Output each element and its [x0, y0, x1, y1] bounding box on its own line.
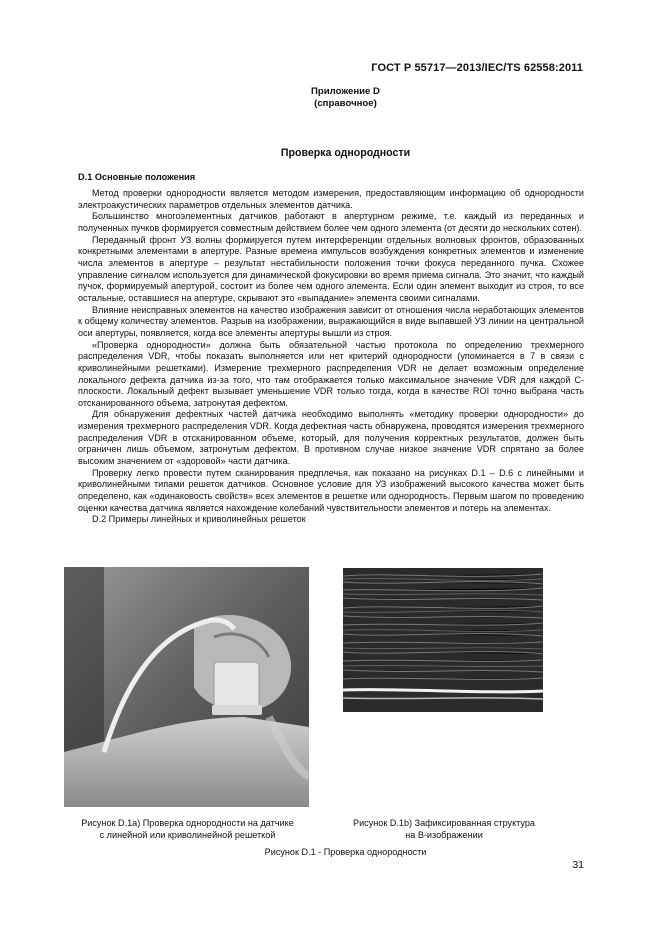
paragraph: «Проверка однородности» должна быть обязательной частью протокола по определению трехмерного распределения VDR, чтобы показать выполняется или нет критерий однородности (упоминается в 7 в связи с криволинейными решетками). Измерение трехмерного распределения VDR не делает возможным определение локального дефекта датчика из-за того, что там отображается только максимальное значение VDR для каждой C-плоскости. Локальный дефект вызывает уменьшение VDR только тогда, когда в качестве ROI точно выбрана часть отсканированного объема, затронутая дефектом. — [78, 339, 584, 408]
body-text — [78, 188, 584, 526]
section-heading: D.1 Основные положения — [78, 172, 196, 182]
subsection-heading: D.2 Примеры линейных и криволинейных решеток — [92, 514, 306, 525]
paragraph: Влияние неисправных элементов на качество изображения зависит от отношения числа неработающих элементов к общему количеству элементов. Разрыв на изображении, выражающийся в виде выпавшей УЗ линии на центральной оси апертуры, появляется, когда все элементы апертуры вышли из строя. — [78, 304, 584, 338]
b-mode-illustration — [343, 568, 543, 712]
page-number: 31 — [572, 859, 584, 871]
paragraph: Для обнаружения дефектных частей датчика необходимо выполнять «методику проверки однородности» до измерения трехмерного распределения VDR. Когда дефектная часть обнаружена, проводятся измерения трехмерного распределения VDR в отсканированном объеме, который, для получения корректных результатов, должен быть ограничен лишь объемом, затронутым дефектом. В противном случае низкое значение VDR спрятано за более высоким значением от «здоровой» части датчика. — [78, 409, 584, 467]
paragraph: Переданный фронт УЗ волны формируется путем интерференции отдельных волновых фронтов, образованных конкретными элементами в апертуре. Разные времена импульсов возбуждения конкретных элементов и изменение числа элементов в апертуре – результат нестабильности положения точки фокуса переданного пучка. Схожее управление сигналом используется для динамической фокусировки во время приема сигнала. Это значит, что каждый пучок, формируемый апертурой, состоит из более чем одного элемента. Если один элемент выходит из строя, то все остальные, оставшиеся на апертуре, скрывают это «выпадание» элемента своими сигналами. — [78, 234, 584, 303]
figure-caption-left — [60, 817, 315, 841]
figure-caption-main: Рисунок D.1 - Проверка однородности — [264, 847, 427, 857]
page-title: Проверка однородности — [280, 147, 411, 159]
paragraph: Проверку легко провести путем сканирования предплечья, как показано на рисунках D.1 – D.6 с линейными и криволинейными типами решеток датчиков. Основное условие для УЗ изображений высокого качества может быть определено, как «одинаковость свойств» всех элементов в решетке или однородность. Первым шагом по проведению оценки качества датчика является нахождение колебаний чувствительности элементов и потерь на элементах. — [78, 467, 584, 513]
figure-caption-left-line2: с линейной или криволинейной решеткой — [99, 830, 276, 840]
b-mode-image — [343, 568, 543, 712]
figure-caption-right — [330, 817, 558, 841]
page-header-standard: ГОСТ Р 55717—2013/IEC/TS 62558:2011 — [371, 62, 583, 74]
annex-heading — [0, 86, 661, 110]
figure-caption-left-line1: Рисунок D.1a) Проверка однородности на датчике — [81, 818, 294, 828]
annex-type: (справочное) — [314, 98, 377, 109]
paragraph: Большинство многоэлементных датчиков работают в апертурном режиме, т.е. каждый из переданных и полученных пучков формируется совместным действием более чем одного элемента (от десяти до нескольких сотен). — [78, 211, 584, 233]
probe-scan-illustration — [64, 567, 309, 807]
figure-caption-right-line1: Рисунок D.1b) Зафиксированная структура — [353, 818, 535, 828]
annex-title: Приложение D — [311, 86, 380, 97]
probe-scan-photo — [64, 567, 309, 807]
figure-caption-right-line2: на В-изображении — [405, 830, 483, 840]
paragraph: Метод проверки однородности является методом измерения, предоставляющим информацию об однородности электроакустических параметров отдельных элементов датчика. — [78, 188, 584, 210]
